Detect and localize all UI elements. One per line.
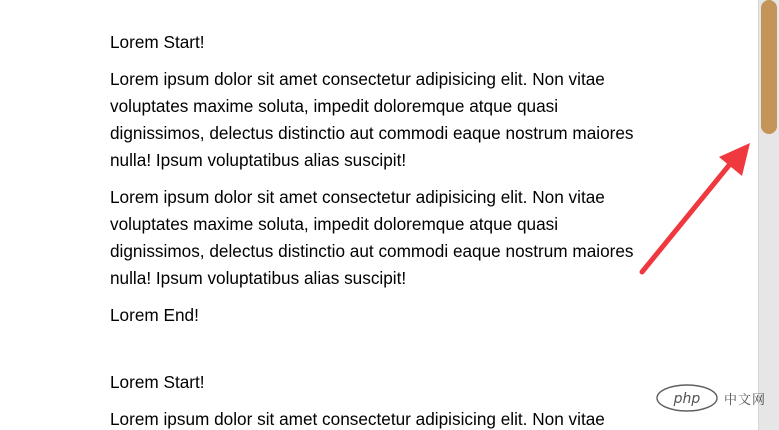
- lorem-paragraph: Lorem ipsum dolor sit amet consectetur adipisicing elit. Non vitae voluptates maxime soluta, impedit doloremque atque quasi dignissimos, delectus distinctio aut commodi eaque nostrum maiores nulla! Ipsum voluptatibus alias suscipit!: [110, 69, 634, 170]
- watermark-text: 中文网: [724, 392, 767, 408]
- scrollbar-thumb[interactable]: [761, 0, 777, 134]
- watermark: [656, 384, 766, 412]
- document-content: [110, 29, 650, 430]
- lorem-start-text: Lorem Start!: [110, 372, 205, 392]
- lorem-end-text: Lorem End!: [110, 305, 199, 325]
- php-logo-icon: [656, 384, 718, 412]
- block-gap: [110, 339, 650, 369]
- vertical-scrollbar[interactable]: [758, 0, 779, 430]
- svg-text:php: php: [673, 391, 701, 407]
- lorem-paragraph: Lorem ipsum dolor sit amet consectetur adipisicing elit. Non vitae: [110, 409, 605, 429]
- lorem-start-text: Lorem Start!: [110, 32, 205, 52]
- lorem-paragraph: Lorem ipsum dolor sit amet consectetur adipisicing elit. Non vitae voluptates maxime soluta, impedit doloremque atque quasi dignissimos, delectus distinctio aut commodi eaque nostrum maiores nulla! Ipsum voluptatibus alias suscipit!: [110, 187, 634, 288]
